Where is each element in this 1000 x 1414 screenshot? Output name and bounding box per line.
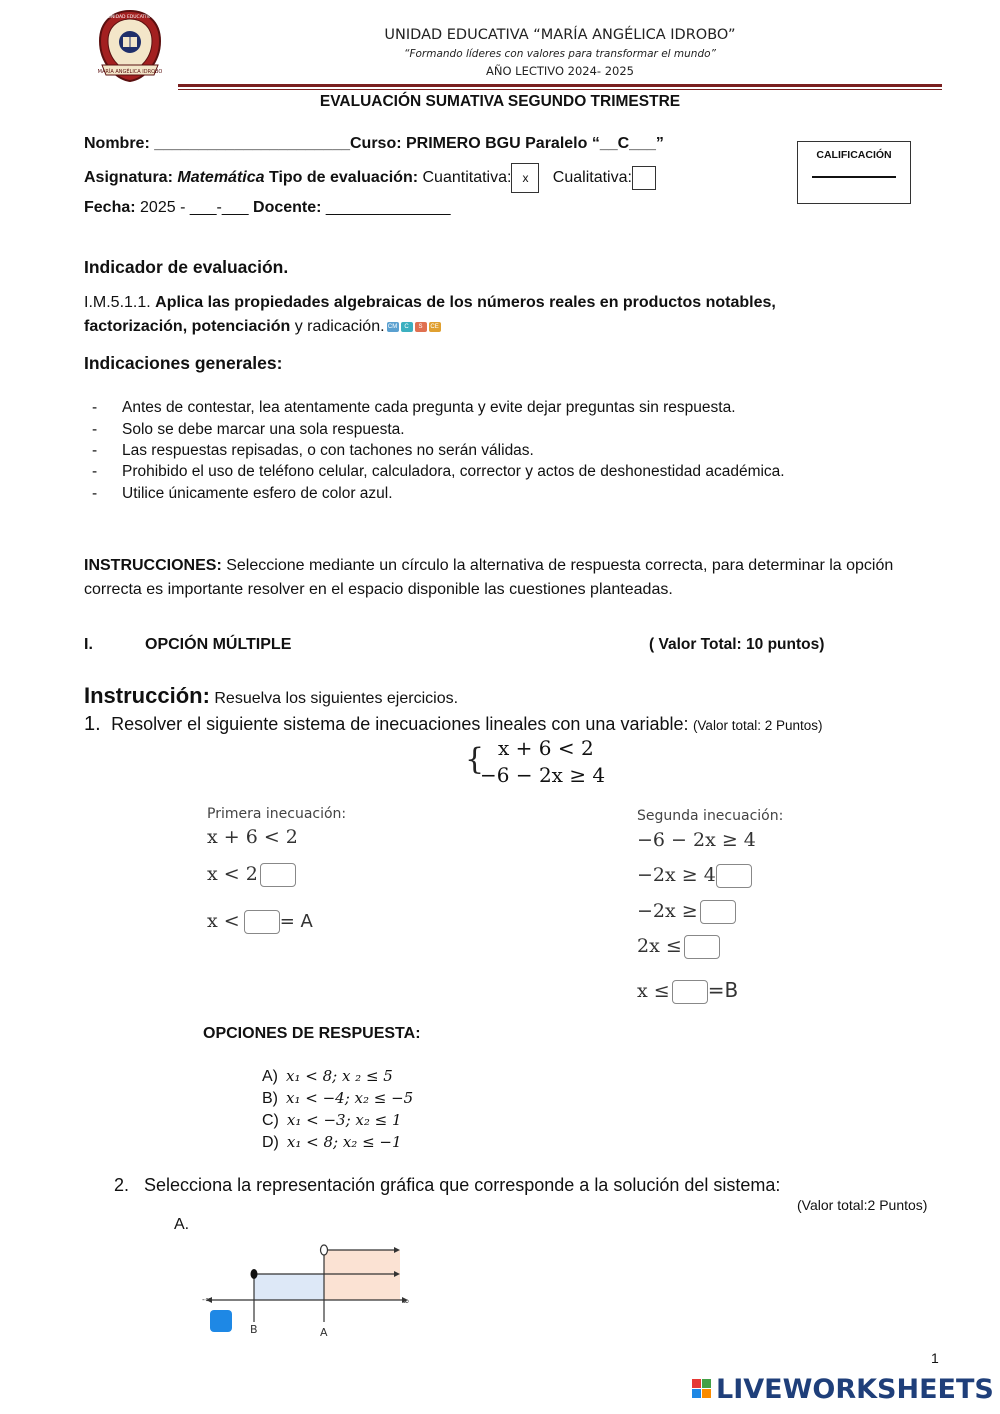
q1-points: (Valor total: 2 Puntos): [692, 718, 823, 733]
docente-field[interactable]: ______________: [325, 199, 451, 216]
fecha-field[interactable]: 2025 - ___-___: [140, 199, 249, 216]
option-d[interactable]: D) x₁ < 8; x₂ ≤ −1: [262, 1133, 402, 1151]
instrucciones-label: INSTRUCCIONES:: [84, 557, 222, 574]
answer-box[interactable]: [684, 935, 720, 959]
neg-infinity-label: -∞: [202, 1295, 212, 1304]
first-row-1: x + 6 < 2: [207, 826, 298, 848]
answer-box[interactable]: [716, 864, 752, 888]
fecha-label: Fecha:: [84, 199, 136, 216]
section-number: I.: [84, 636, 93, 653]
page-number: 1: [931, 1350, 939, 1366]
second-row-2: −2x ≥ 4: [637, 864, 752, 888]
instrucciones-text: INSTRUCCIONES: Seleccione mediante un círculo la alternativa de respuesta correcta, para determinar la opción correcta es importante resolver en el espacio disponible las cuestiones planteadas.: [84, 557, 894, 598]
cuantitativa-checkbox[interactable]: x: [511, 163, 539, 193]
answer-checkbox[interactable]: [210, 1310, 232, 1332]
section-value: ( Valor Total: 10 puntos): [649, 636, 825, 653]
docente-label: Docente:: [253, 199, 322, 216]
point-b-closed: [251, 1269, 258, 1279]
q2-number: 2.: [114, 1175, 130, 1195]
second-row-4: 2x ≤: [637, 935, 720, 959]
asignatura-label: Asignatura:: [84, 169, 173, 187]
list-item: - Antes de contestar, lea atentamente cada pregunta y evite dejar preguntas sin respuesta.: [92, 399, 736, 416]
second-row-5: x ≤ =B: [637, 978, 739, 1002]
indicaciones-heading: Indicaciones generales:: [84, 353, 283, 373]
page-title: EVALUACIÓN SUMATIVA SEGUNDO TRIMESTRE: [319, 93, 681, 110]
grade-label: CALIFICACIÓN: [816, 149, 892, 161]
list-item: - Utilice únicamente esfero de color azul.: [92, 485, 393, 502]
indicador-bold2: factorización, potenciación: [84, 318, 291, 335]
second-row-3: −2x ≥: [637, 900, 736, 924]
option-c[interactable]: C) x₁ < −3; x₂ ≤ 1: [262, 1111, 402, 1129]
asignatura-value: Matemática: [177, 169, 265, 187]
indicador-code: I.M.5.1.1.: [84, 294, 151, 311]
point-a-open: [321, 1245, 328, 1255]
watermark-text: LIVEWORKSHEETS: [716, 1374, 994, 1405]
interval-b-shade: [254, 1274, 324, 1300]
question-1: [84, 713, 823, 736]
list-item: - Las respuestas repisadas, o con tachones no serán válidas.: [92, 442, 534, 459]
pos-infinity-label: ∞: [402, 1297, 410, 1307]
cuantitativa-label: Cuantitativa:: [422, 169, 512, 187]
answer-box[interactable]: [700, 900, 736, 924]
interval-a-shade: [324, 1250, 400, 1300]
school-name: UNIDAD EDUCATIVA “MARÍA ANGÉLICA IDROBO”: [384, 27, 736, 43]
badge-ce-icon: CE: [430, 323, 439, 330]
second-row-1: −6 − 2x ≥ 4: [637, 829, 756, 851]
grade-box[interactable]: [797, 141, 911, 204]
curso-text: Curso: PRIMERO BGU Paralelo “__C___”: [350, 135, 664, 152]
system-brace: {: [465, 742, 485, 777]
q1-number: 1.: [84, 713, 101, 735]
system-eq-1: x + 6 < 2: [498, 736, 594, 760]
svg-text:MARÍA ANGÉLICA IDROBO: MARÍA ANGÉLICA IDROBO: [97, 69, 163, 75]
indicador-plain: y radicación.: [294, 318, 385, 335]
header-rule-thin: [178, 89, 942, 90]
section-title: OPCIÓN MÚLTIPLE: [145, 636, 292, 653]
nombre-field[interactable]: ______________________: [154, 135, 350, 152]
number-line-graph: [196, 1238, 418, 1342]
school-logo: [96, 9, 164, 83]
second-inequality-panel: [637, 808, 857, 1008]
first-inequality-label: Primera inecuación:: [207, 806, 347, 822]
answer-box[interactable]: [260, 863, 296, 887]
list-item: - Solo se debe marcar una sola respuesta.: [92, 421, 405, 438]
school-year: AÑO LECTIVO 2024- 2025: [485, 64, 634, 78]
indicador-text: [84, 291, 944, 339]
badge-s-icon: S: [415, 322, 427, 332]
q2-option-a-label: A.: [174, 1216, 190, 1233]
grade-line: [812, 176, 896, 178]
option-b[interactable]: B) x₁ < −4; x₂ ≤ −5: [262, 1089, 414, 1107]
second-inequality-label: Segunda inecuación:: [637, 808, 784, 824]
svg-text:UNIDAD EDUCATIVA: UNIDAD EDUCATIVA: [107, 15, 153, 20]
cualitativa-checkbox[interactable]: [632, 166, 656, 190]
first-row-3: x < = A: [207, 910, 313, 932]
instruccion-label: Instrucción:: [84, 683, 210, 708]
answer-box[interactable]: [672, 980, 708, 1004]
badge-cm-icon: CM: [387, 323, 398, 330]
q1-text: Resolver el siguiente sistema de inecuaciones lineales con una variable:: [111, 714, 689, 734]
q2-points: (Valor total:2 Puntos): [797, 1197, 928, 1213]
option-a[interactable]: A) x₁ < 8; x ₂ ≤ 5: [262, 1067, 393, 1085]
cualitativa-label: Cualitativa:: [552, 169, 632, 187]
first-inequality-panel: [207, 806, 407, 966]
nombre-label: Nombre:: [84, 135, 150, 152]
indicador-heading: Indicador de evaluación.: [84, 257, 289, 277]
options-heading: OPCIONES DE RESPUESTA:: [203, 1025, 421, 1042]
instruccion-line: Instrucción: Resuelva los siguientes ejercicios.: [84, 683, 459, 708]
point-b-label: B: [250, 1323, 258, 1336]
tipo-label: Tipo de evaluación:: [268, 169, 419, 187]
indicador-bold: Aplica las propiedades algebraicas de los números reales en productos notables,: [155, 294, 776, 311]
badge-c-icon: C: [401, 322, 413, 332]
school-motto: “Formando líderes con valores para transformar el mundo”: [404, 48, 716, 60]
first-row-2: x < 2: [207, 863, 296, 887]
name-course-line: [84, 135, 664, 153]
point-a-label: A: [320, 1326, 328, 1339]
header-rule: [178, 84, 942, 87]
subject-line: [84, 163, 656, 193]
liveworksheets-logo-icon: [692, 1379, 712, 1399]
system-eq-2: −6 − 2x ≥ 4: [480, 763, 606, 787]
answer-box[interactable]: [244, 910, 280, 934]
question-2: [114, 1175, 780, 1196]
q2-text: Selecciona la representación gráfica que corresponde a la solución del sistema:: [144, 1175, 781, 1195]
date-line: [84, 199, 451, 217]
list-item: - Prohibido el uso de teléfono celular, calculadora, corrector y actos de deshonestidad académica.: [92, 463, 785, 480]
